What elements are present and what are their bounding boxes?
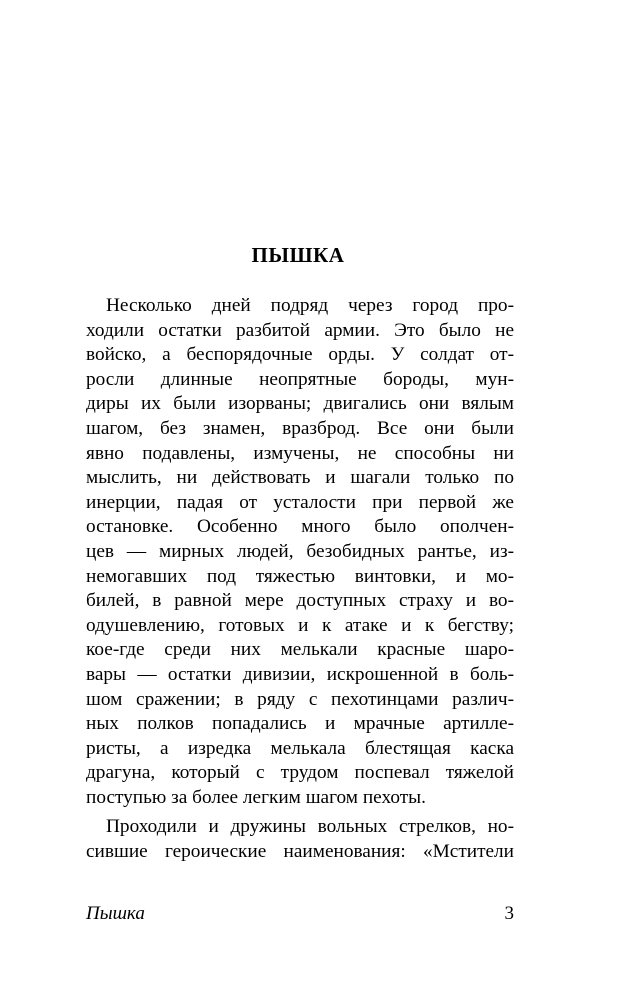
text-line: шагом, без знамен, вразброд. Все они были bbox=[86, 417, 514, 439]
text-line: ных полков попадались и мрачные артилле- bbox=[86, 713, 514, 735]
text-line: остановке. Особенно много было ополчен- bbox=[86, 516, 514, 538]
text-line: немогавших под тяжестью винтовки, и мо- bbox=[86, 565, 514, 587]
text-line: сившие героические наименования: «Мстители bbox=[86, 841, 514, 863]
running-title: Пышка bbox=[86, 903, 145, 924]
text-line: росли длинные неопрятные бороды, мун- bbox=[86, 368, 514, 390]
body-text bbox=[86, 294, 514, 865]
text-line: шом сражении; в ряду с пехотинцами различ- bbox=[86, 688, 514, 710]
text-line: кое-где среди них мелькали красные шаро- bbox=[86, 639, 514, 661]
text-line: билей, в равной мере доступных страху и во- bbox=[86, 590, 514, 612]
text-line: диры их были изорваны; двигались они вялым bbox=[86, 393, 514, 415]
text-line: явно подавлены, измучены, не способны ни bbox=[86, 442, 514, 464]
text-line: драгуна, который с трудом поспевал тяжелой bbox=[86, 762, 514, 784]
page-number: 3 bbox=[504, 903, 514, 924]
text-line: поступью за более легким шагом пехоты. bbox=[86, 786, 426, 808]
text-line: ходили остатки разбитой армии. Это было не bbox=[86, 319, 514, 341]
text-line: инерции, падая от усталости при первой же bbox=[86, 491, 514, 513]
text-line: вары — остатки дивизии, искрошенной в боль- bbox=[86, 663, 514, 685]
text-line: цев — мирных людей, безобидных рантье, из- bbox=[86, 540, 514, 562]
text-line: Несколько дней подряд через город про- bbox=[106, 295, 514, 316]
page-footer bbox=[86, 903, 514, 929]
text-line: мыслить, ни действовать и шагали только по bbox=[86, 467, 514, 489]
text-line: одушевлению, готовых и к атаке и к бегству; bbox=[86, 614, 514, 636]
text-line: Проходили и дружины вольных стрелков, но- bbox=[106, 816, 514, 838]
text-line: войско, а беспорядочные орды. У солдат от- bbox=[86, 344, 514, 366]
text-line: ристы, а изредка мелькала блестящая каска bbox=[86, 737, 514, 759]
chapter-title: ПЫШКА bbox=[251, 243, 345, 267]
